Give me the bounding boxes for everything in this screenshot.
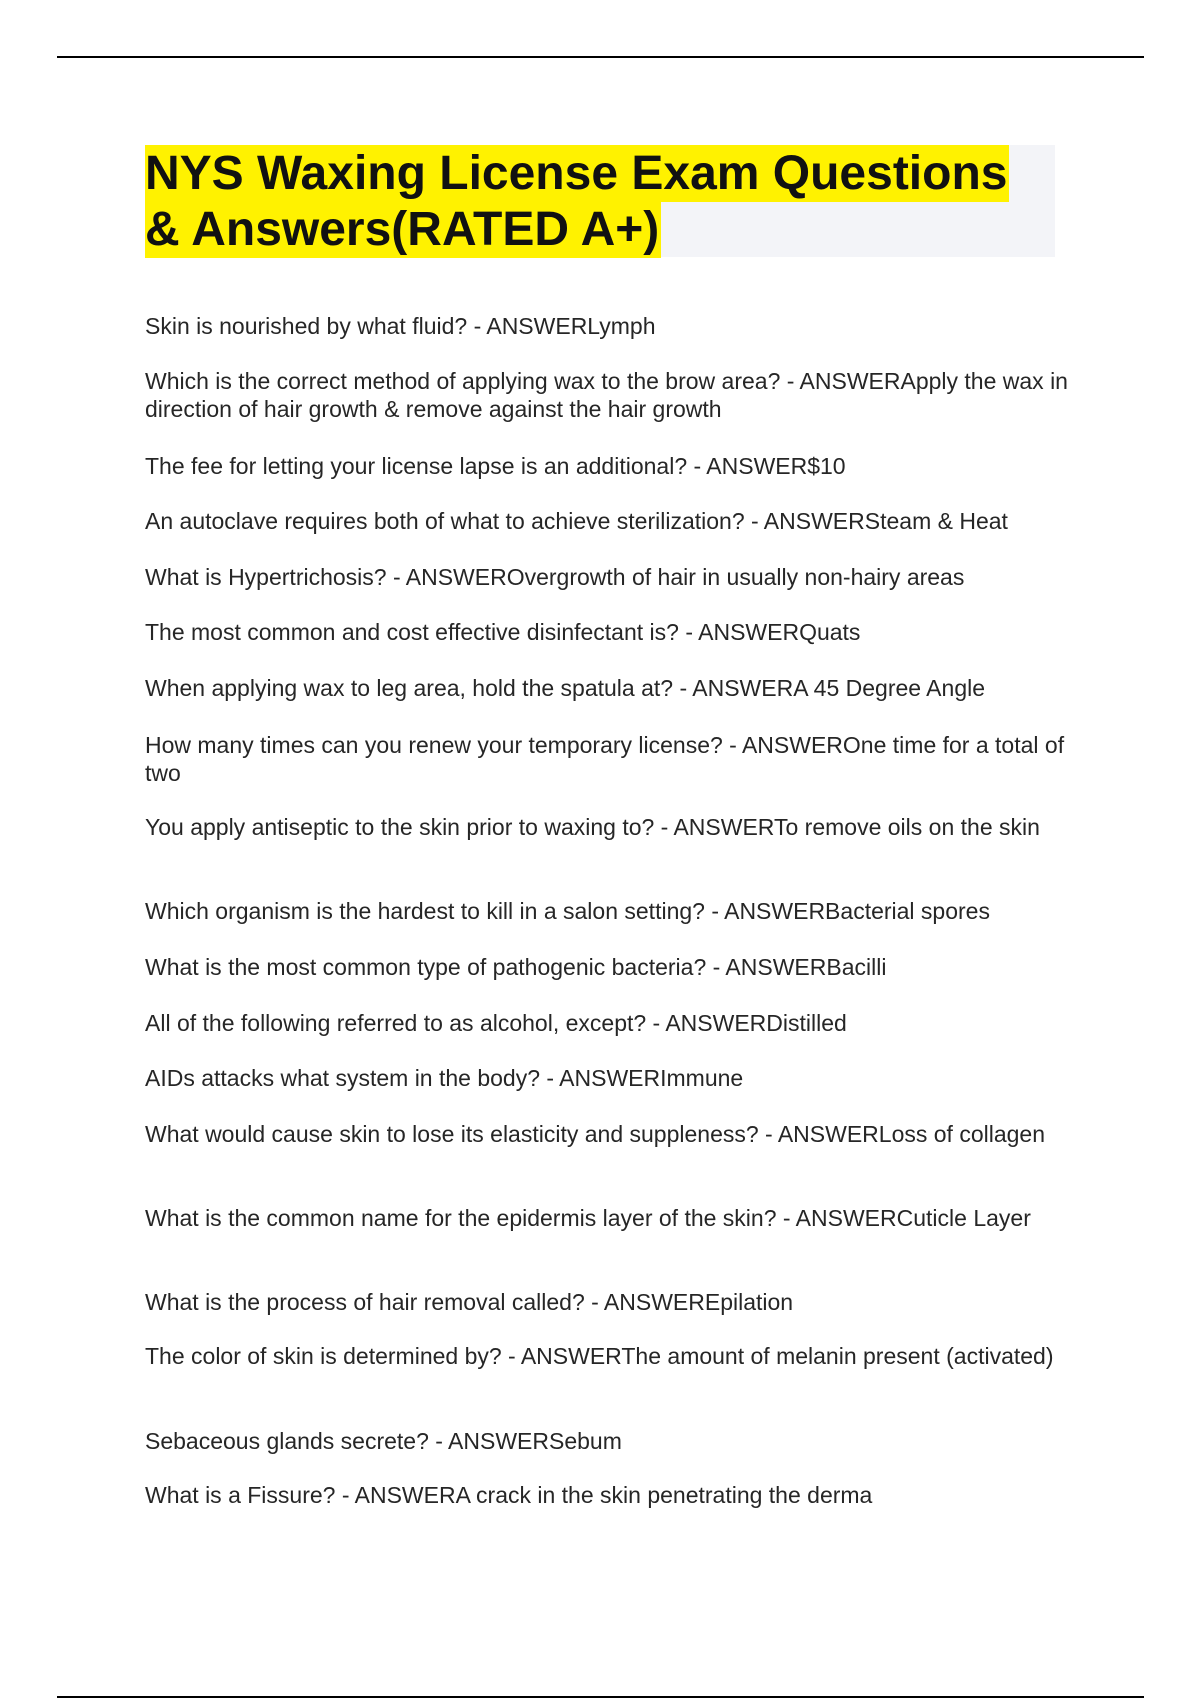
qa-item: How many times can you renew your temporary license? - ANSWEROne time for a total of two — [145, 732, 1065, 786]
qa-item: Which is the correct method of applying wax to the brow area? - ANSWERApply the wax in direction of hair growth & remove against the hair growth — [145, 368, 1068, 422]
qa-item: The fee for letting your license lapse is an additional? - ANSWER$10 — [145, 453, 846, 479]
bottom-rule — [57, 1696, 1144, 1698]
qa-item: What is a Fissure? - ANSWERA crack in the skin penetrating the derma — [145, 1482, 873, 1508]
qa-item: What is the most common type of pathogenic bacteria? - ANSWERBacilli — [145, 954, 887, 980]
qa-item: What is Hypertrichosis? - ANSWEROvergrowth of hair in usually non-hairy areas — [145, 564, 965, 590]
qa-item: What is the process of hair removal called? - ANSWEREpilation — [145, 1289, 794, 1315]
qa-item: All of the following referred to as alcohol, except? - ANSWERDistilled — [145, 1010, 847, 1036]
page-title-line-2: & Answers(RATED A+) — [145, 203, 660, 256]
qa-item: What is the common name for the epidermis layer of the skin? - ANSWERCuticle Layer — [145, 1205, 1031, 1231]
qa-item: AIDs attacks what system in the body? - ANSWERImmune — [145, 1065, 744, 1091]
qa-item: Which organism is the hardest to kill in a salon setting? - ANSWERBacterial spores — [145, 898, 990, 924]
qa-item: What would cause skin to lose its elasticity and suppleness? - ANSWERLoss of collagen — [145, 1121, 1045, 1147]
title-block — [145, 145, 1055, 257]
qa-item: You apply antiseptic to the skin prior to waxing to? - ANSWERTo remove oils on the skin — [145, 814, 1040, 840]
page-title-line-1: NYS Waxing License Exam Questions — [145, 147, 1008, 200]
qa-item: The color of skin is determined by? - ANSWERThe amount of melanin present (activated) — [145, 1343, 1054, 1369]
qa-item: Skin is nourished by what fluid? - ANSWERLymph — [145, 313, 656, 339]
qa-item: An autoclave requires both of what to achieve sterilization? - ANSWERSteam & Heat — [145, 508, 1008, 534]
top-rule — [57, 56, 1144, 58]
qa-item: When applying wax to leg area, hold the spatula at? - ANSWERA 45 Degree Angle — [145, 675, 986, 701]
qa-item: The most common and cost effective disinfectant is? - ANSWERQuats — [145, 619, 861, 645]
qa-item: Sebaceous glands secrete? - ANSWERSebum — [145, 1428, 622, 1454]
